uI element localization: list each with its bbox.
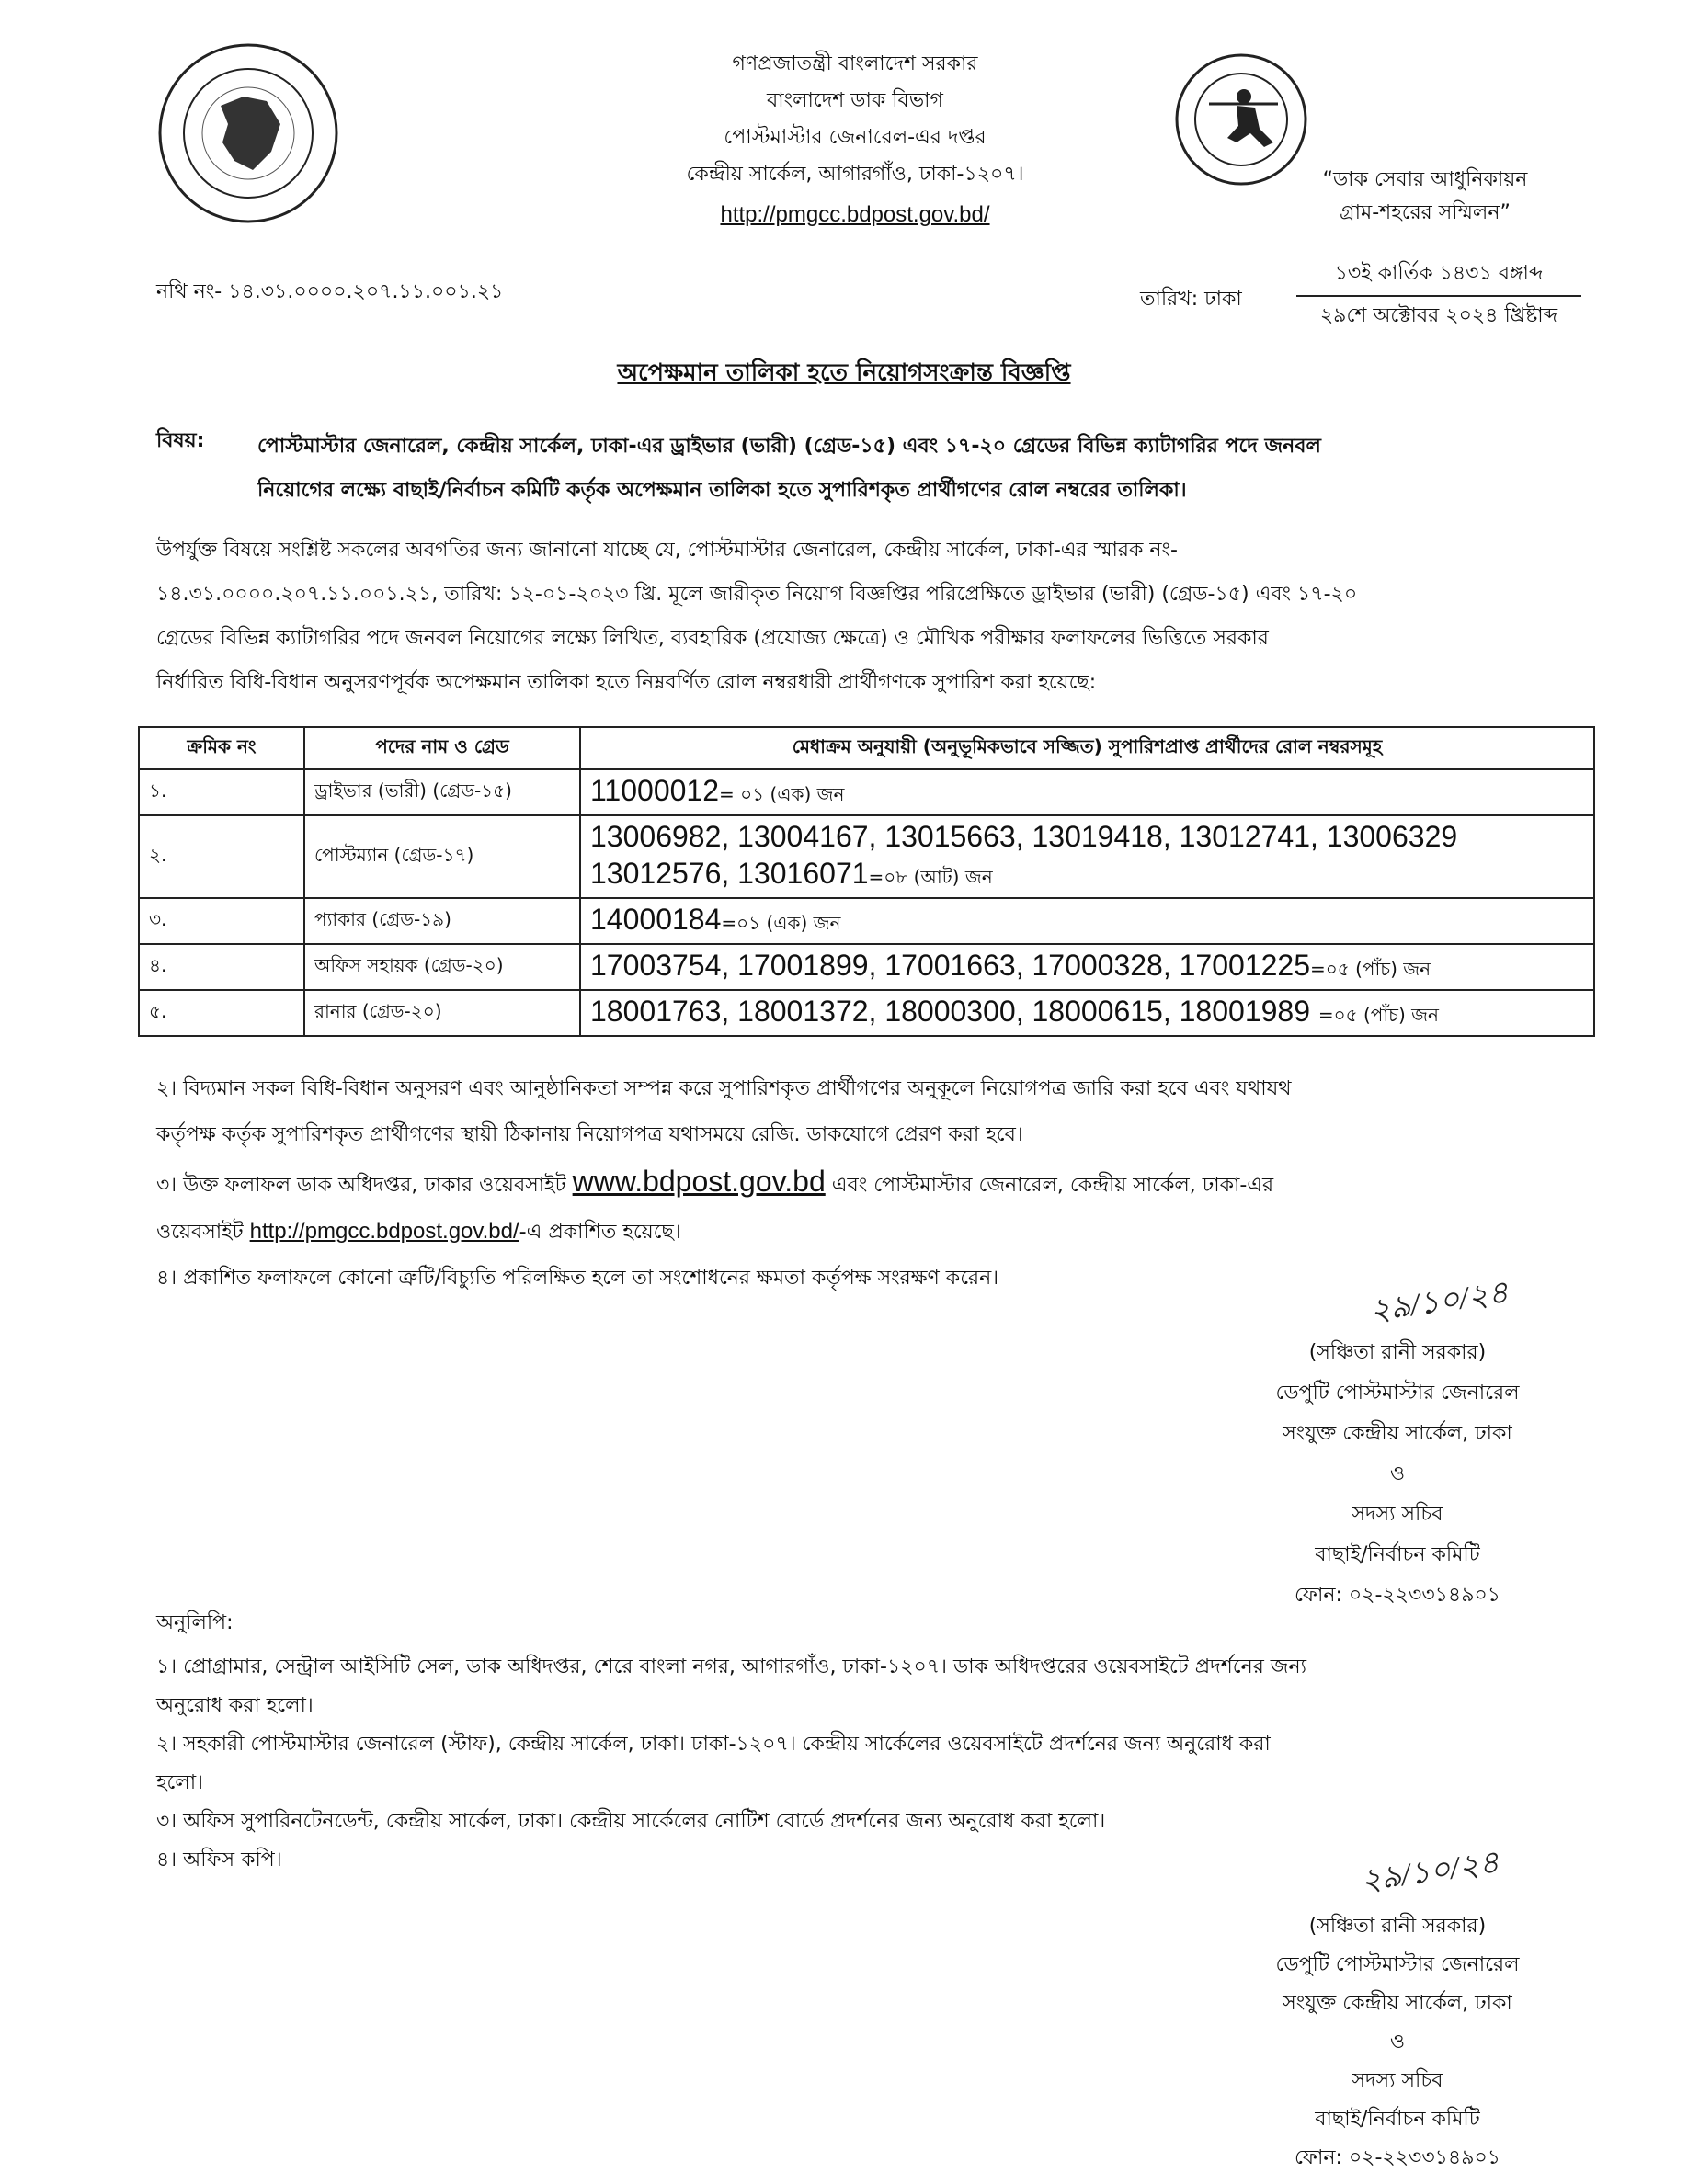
header-dept-line: বাংলাদেশ ডাক বিভাগ: [767, 89, 943, 112]
roll-number-table: [138, 726, 1595, 1037]
copy-list: [156, 1604, 1595, 1880]
point-3-text-c: ওয়েবসাইট: [156, 1221, 244, 1244]
government-seal-logo: [156, 41, 340, 225]
table-row: [139, 769, 1594, 815]
intro-paragraph: [156, 529, 1595, 705]
header-office-line: পোস্টমাস্টার জেনারেল-এর দপ্তর: [724, 126, 987, 149]
intro-line-1: উপর্যুক্ত বিষয়ে সংশ্লিষ্ট সকলের অবগতির জন্য জানানো যাচ্ছে যে, পোস্টমাস্টার জেনারেল, কেন্দ্রীয় সার্কেল, ঢাকা-এর স্মারক নং-: [156, 539, 1178, 562]
subject-line-1: পোস্টমাস্টার জেনারেল, কেন্দ্রীয় সার্কেল, ঢাকা-এর ড্রাইভার (ভারী) (গ্রেড-১৫) এবং ১৭-২০ গ্রেডের বিভিন্ন ক্যাটাগরির পদে জনবল: [257, 435, 1321, 458]
signatory-designation: ডেপুটি পোস্টমাস্টার জেনারেল: [1275, 1382, 1520, 1405]
point-3-text-d: -এ প্রকাশিত হয়েছে।: [519, 1221, 681, 1244]
subject-text: [257, 425, 1595, 513]
bdpost-website-link[interactable]: www.bdpost.gov.bd: [572, 1165, 826, 1198]
signatory-committee: বাছাই/নির্বাচন কমিটি: [1315, 2108, 1480, 2131]
col-header-post: পদের নাম ও গ্রেড: [304, 727, 580, 769]
row-post: প্যাকার (গ্রেড-১৯): [304, 898, 580, 944]
row-post: অফিস সহায়ক (গ্রেড-২০): [304, 944, 580, 990]
motto-line1: “ডাক সেবার আধুনিকায়ন: [1322, 168, 1528, 191]
handwritten-signature-2: ২৯/১০/২৪: [1358, 1845, 1501, 1899]
row-post: ড্রাইভার (ভারী) (গ্রেড-১৫): [304, 769, 580, 815]
file-number: নথি নং- ১৪.৩১.০০০০.২০৭.১১.০০১.২১: [156, 280, 504, 303]
copy-label: অনুলিপি:: [156, 1611, 234, 1634]
signatory-office: সংযুক্ত কেন্দ্রীয় সার্কেল, ঢাকা: [1283, 1422, 1512, 1445]
col-header-rolls: মেধাক্রম অনুযায়ী (অনুভূমিকভাবে সজ্জিত) সুপারিশপ্রাপ্ত প্রার্থীদের রোল নম্বরসমূহ: [580, 727, 1594, 769]
pmgcc-website-link[interactable]: http://pmgcc.bdpost.gov.bd/: [249, 1219, 519, 1244]
signatory-conjunction: ও: [1389, 1462, 1406, 1485]
copy-item-2-line-2: হলো।: [156, 1771, 204, 1794]
col-header-serial: ক্রমিক নং: [139, 727, 304, 769]
signatory-role: সদস্য সচিব: [1352, 2069, 1443, 2092]
copy-item-4: ৪। অফিস কপি।: [156, 1848, 282, 1871]
row-post: রানার (গ্রেড-২০): [304, 990, 580, 1036]
header-url-wrap: [533, 199, 1177, 233]
row-rolls: [580, 815, 1594, 898]
roll-count: =০৫ (পাঁচ) জন: [1317, 1004, 1439, 1026]
signatory-name: (সঞ্চিতা রানী সরকার): [1308, 1915, 1487, 1938]
roll-count: =০১ (এক) জন: [721, 912, 841, 934]
row-serial: ৪.: [139, 944, 304, 990]
roll-numbers: 13006982, 13004167, 13015663, 13019418, 13012741, 13006329: [590, 820, 1458, 853]
signatory-phone: ফোন: ০২-২২৩৩১৪৯০১: [1294, 1584, 1501, 1607]
header-address-line: কেন্দ্রীয় সার্কেল, আগারগাঁও, ঢাকা-১২০৭।: [686, 163, 1024, 186]
roll-numbers: 11000012: [590, 774, 719, 807]
notice-title: অপেক্ষমান তালিকা হতে নিয়োগসংক্রান্ত বিজ্ঞপ্তি: [617, 359, 1071, 387]
copy-item-1-line-1: ১। প্রোগ্রামার, সেন্ট্রাল আইসিটি সেল, ডাক অধিদপ্তর, শেরে বাংলা নগর, আগারগাঁও, ঢাকা-১২০৭। ডাক অধিদপ্তরের ওয়েবসাইটে প্রদর্শনের জন্য: [156, 1655, 1306, 1678]
motto-line2: গ্রাম-শহরের সম্মিলন”: [1340, 201, 1511, 224]
table-row: [139, 944, 1594, 990]
table-row: [139, 990, 1594, 1036]
roll-numbers: 17003754, 17001899, 17001663, 17000328, 17001225: [590, 949, 1310, 982]
signatory-role: সদস্য সচিব: [1352, 1503, 1443, 1526]
point-3-line-2: [156, 1209, 1595, 1256]
subject-label: বিষয়:: [156, 429, 205, 452]
signatory-designation: ডেপুটি পোস্টমাস্টার জেনারেল: [1275, 1953, 1520, 1976]
copy-item-2-line-1: ২। সহকারী পোস্টমাস্টার জেনারেল (স্টাফ), কেন্দ্রীয় সার্কেল, ঢাকা। ঢাকা-১২০৭। কেন্দ্রীয় সার্কেলের ওয়েবসাইটে প্রদর্শনের জন্য অনুরোধ করা: [156, 1733, 1271, 1756]
roll-count: =০৮ (আট) জন: [868, 866, 993, 888]
copy-item-3: ৩। অফিস সুপারিনটেনডেন্ট, কেন্দ্রীয় সার্কেল, ঢাকা। কেন্দ্রীয় সার্কেলের নোটিশ বোর্ডে প্রদর্শনের জন্য অনুরোধ করা হলো।: [156, 1810, 1106, 1833]
table-header-row: [139, 727, 1594, 769]
row-post: পোস্টম্যান (গ্রেড-১৭): [304, 815, 580, 898]
seal-icon: [156, 41, 340, 225]
row-rolls: [580, 769, 1594, 815]
row-serial: ৫.: [139, 990, 304, 1036]
signature-block-1: [1195, 1333, 1600, 1616]
copy-item-1-line-2: অনুরোধ করা হলো।: [156, 1694, 314, 1717]
roll-numbers: 18001763, 18001372, 18000300, 18000615, 18001989: [590, 995, 1318, 1028]
instruction-points: [156, 1066, 1595, 1302]
header-govt-line: গণপ্রজাতন্ত্রী বাংলাদেশ সরকার: [732, 52, 978, 75]
handwritten-signature-1: ২৯/১০/২৪: [1367, 1275, 1511, 1329]
point-3-text-a: ৩। উক্ত ফলাফল ডাক অধিদপ্তর, ঢাকার ওয়েবসাইট: [156, 1174, 566, 1197]
subject-line-2: নিয়োগের লক্ষ্যে বাছাই/নির্বাচন কমিটি কর্তৃক অপেক্ষমান তালিকা হতে সুপারিশকৃত প্রার্থীগণের রোল নম্বরের তালিকা।: [257, 479, 1187, 502]
table-row: [139, 815, 1594, 898]
intro-line-4: নির্ধারিত বিধি-বিধান অনুসরণপূর্বক অপেক্ষমান তালিকা হতে নিম্নবর্ণিত রোল নম্বরধারী প্রার্থীগণকে সুপারিশ করা হয়েছে:: [156, 671, 1097, 694]
point-2-line-2: কর্তৃপক্ষ কর্তৃক সুপারিশকৃত প্রার্থীগণের স্থায়ী ঠিকানায় নিয়োগপত্র যথাসময়ে রেজি. ডাকযোগে প্রেরণ করা হবে।: [156, 1123, 1023, 1146]
point-3-line-1: [156, 1158, 1595, 1209]
roll-numbers: 14000184: [590, 903, 722, 936]
roll-numbers-cont: 13012576, 13016071: [590, 857, 869, 890]
signatory-conjunction: ও: [1389, 2030, 1406, 2053]
roll-count: = ০১ (এক) জন: [719, 783, 845, 805]
signatory-phone: ফোন: ০২-২২৩৩১৪৯০১: [1294, 2146, 1501, 2169]
signatory-name: (সঞ্চিতা রানী সরকার): [1308, 1341, 1487, 1364]
date-english: ২৯শে অক্টোবর ২০২৪ খ্রিষ্টাব্দ: [1319, 304, 1558, 327]
row-rolls: [580, 944, 1594, 990]
row-serial: ৩.: [139, 898, 304, 944]
signatory-office: সংযুক্ত কেন্দ্রীয় সার্কেল, ঢাকা: [1283, 1992, 1512, 2015]
roll-count: =০৫ (পাঁচ) জন: [1310, 958, 1431, 980]
row-rolls: [580, 898, 1594, 944]
row-serial: ১.: [139, 769, 304, 815]
intro-line-2: ১৪.৩১.০০০০.২০৭.১১.০০১.২১, তারিখ: ১২-০১-২০২৩ খ্রি. মূলে জারীকৃত নিয়োগ বিজ্ঞপ্তির পরিপ্রেক্ষিতে ড্রাইভার (ভারী) (গ্রেড-১৫) এবং ১৭-২০: [156, 583, 1358, 606]
table-row: [139, 898, 1594, 944]
intro-line-3: গ্রেডের বিভিন্ন ক্যাটাগরির পদে জনবল নিয়োগের লক্ষ্যে লিখিত, ব্যবহারিক (প্রযোজ্য ক্ষেত্রে) ও মৌখিক পরীক্ষার ফলাফলের ভিত্তিতে সরকার: [156, 627, 1269, 650]
date-label: তারিখ: ঢাকা: [1140, 288, 1242, 311]
point-2-line-1: ২। বিদ্যমান সকল বিধি-বিধান অনুসরণ এবং আনুষ্ঠানিকতা সম্পন্ন করে সুপারিশকৃত প্রার্থীগণের অনুকূলে নিয়োগপত্র জারি করা হবে এবং যথাযথ: [156, 1077, 1292, 1100]
row-rolls: [580, 990, 1594, 1036]
motto: [1278, 164, 1572, 230]
row-serial: ২.: [139, 815, 304, 898]
signatory-committee: বাছাই/নির্বাচন কমিটি: [1315, 1543, 1480, 1566]
signature-block-2: [1195, 1907, 1600, 2178]
header-url-link[interactable]: http://pmgcc.bdpost.gov.bd/: [720, 202, 990, 227]
point-3-text-b: এবং পোস্টমাস্টার জেনারেল, কেন্দ্রীয় সার্কেল, ঢাকা-এর: [831, 1174, 1274, 1197]
point-4: ৪। প্রকাশিত ফলাফলে কোনো ত্রুটি/বিচ্যুতি পরিলক্ষিত হলে তা সংশোধনের ক্ষমতা কর্তৃপক্ষ সংরক্ষণ করেন।: [156, 1267, 999, 1290]
date-bangla: ১৩ই কার্তিক ১৪৩১ বঙ্গাব্দ: [1296, 257, 1581, 297]
